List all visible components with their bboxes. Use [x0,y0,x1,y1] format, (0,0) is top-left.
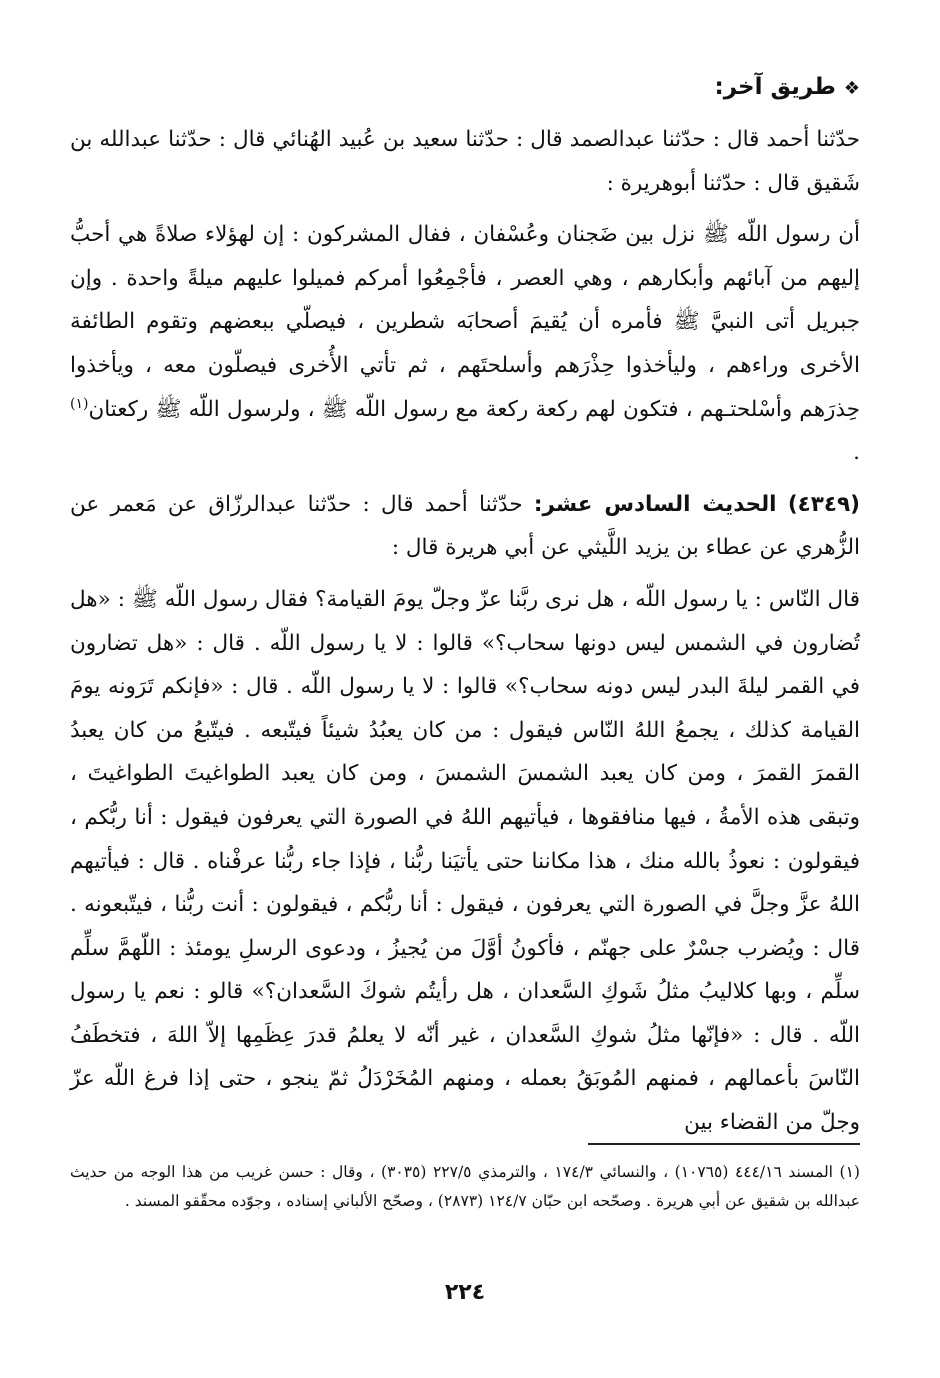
hadith-number: (٤٣٤٩) [787,491,860,517]
diamond-bullet-icon: ❖ [843,78,860,99]
matn-text: أن رسول اللّه ﷺ نزل بين ضَجنان وعُسْفان ، ففال المشركون : إن لهؤلاء صلاةً هي أحبُّ إليهم من آبائهم وأبكارهم ، وهي العصر ، فأجْمِعُوا أمركم فميلوا عليهم ميلةً واحدة . وإن جبريل أتى النبيَّ ﷺ فأمره أن يُقيمَ أصحابَه شطرين ، فيصلّي ببعضهم وتقوم الطائفة الأخرى وراءهم ، وليأخذوا حِذْرَهم وأسلحتَهم ، ثم تأتي الأُخرى فيصلّون معه ، ويأخذوا حِذرَهم وأسْلحتـهم ، فتكون لهم ركعة ركعة مع رسول اللّه ﷺ ، ولرسول اللّه ﷺ ركعتان [70,222,860,422]
section-heading-text: طريق آخر: [714,74,836,100]
footnote-divider [588,1143,860,1145]
footnote-reference[interactable]: (١) [70,395,89,412]
matn-paragraph [70,213,860,475]
hadith-16-isnad [70,483,860,570]
hadith-title: الحديث السادس عشر: [533,491,777,517]
hadith-isnad-text: حدّثنا أحمد قال : حدّثنا عبدالرزّاق عن مَعمر عن الزُّهري عن عطاء بن يزيد اللَّيثي عن أبي هريرة قال : [70,491,860,561]
hadith-16-matn: قال النّاس : يا رسول اللّه ، هل نرى ربَّنا عزّ وجلّ يومَ القيامة؟ فقال رسول اللّه ﷺ : «هل تُضارون في الشمس ليس دونها سحاب؟» قالوا : لا يا رسول اللّه . قال : «هل تضارون في القمر ليلةَ البدر ليس دونه سحاب؟» قالوا : لا يا رسول اللّه . قال : «فإنكم تَرَونه يومَ القيامة كذلك ، يجمعُ اللهُ النّاس فيقول : من كان يعبُدُ شيئاً فيتّبعه . فيتّبعُ من كان يعبدُ القمرَ القمرَ ، ومن كان يعبد الشمسَ الشمسَ ، ومن كان يعبد الطواغيتَ الطواغيتَ ، وتبقى هذه الأمةُ ، فيها منافقوها ، فيأتيهم اللهُ في الصورة التي يعرفون فيقول : أنا ربُّكم ، فيقولون : نعوذُ بالله منك ، هذا مكاننا حتى يأتيَنا ربُّنا ، فإذا جاء ربُّنا عرفْناه . قال : فيأتيهم اللهُ عزَّ وجلَّ في الصورة التي يعرفون ، فيقول : أنا ربُّكم ، فيقولون : أنت ربُّنا ، فيتّبعونه . قال : ويُضرب جسْرٌ على جهنّم ، فأكونُ أوَّلَ من يُجيزُ ، ودعوى الرسلِ يومئذ : اللّهمَّ سلِّم سلِّم ، وبها كلاليبُ مثلُ شَوكِ السَّعدان ، هل رأيتُم شوكَ السَّعدان؟» قالو : نعم يا رسول اللّه . قال : «فإنّها مثلُ شوكِ السَّعدان ، غير أنّه لا يعلمُ قدرَ عِظَمِها إلاّ اللهَ ، فتخطَفُ النّاسَ بأعمالهم ، فمنهم المُوبَقُ بعمله ، ومنهم المُخَرْدَلُ ثمّ ينجو ، حتى إذا فرغ اللّه عزّ وجلّ من القضاء بين [70,586,860,1136]
section-heading [70,70,860,106]
isnad-paragraph: حدّثنا أحمد قال : حدّثنا عبدالصمد قال : حدّثنا سعيد بن عُبيد الهُنائي قال : حدّثنا عبدالله بن شَقيق قال : حدّثنا أبوهريرة : [70,127,860,196]
footnote: (١) المسند ٤٤٤/١٦ (١٠٧٦٥) ، والنسائي ١٧٤/٣ ، والترمذي ٢٢٧/٥ (٣٠٣٥) ، وقال : حسن غريب من هذا الوجه من حديث عبدالله بن شقيق عن أبي هريرة . وصحّحه ابن حبّان ١٢٤/٧ (٢٨٧٣) ، وصحّح الألباني إسناده ، وجوّده محقّقو المسند . [70,1163,860,1210]
page-number: ٢٢٤ [444,1280,486,1305]
matn-end: . [853,440,860,466]
book-page [70,70,860,1330]
